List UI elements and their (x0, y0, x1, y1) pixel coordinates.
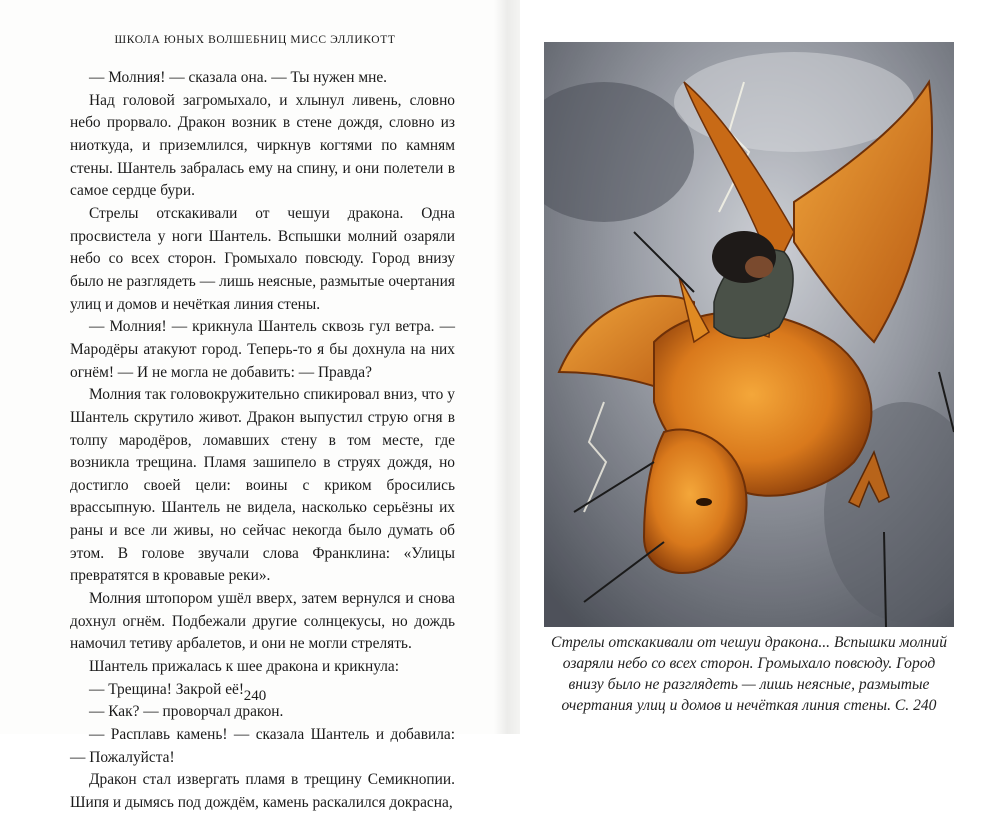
paragraph: — Расплавь камень! — сказала Шантель и добавила: — Пожалуйста! (70, 726, 455, 766)
illustration-caption (548, 632, 950, 716)
paragraph: Стрелы отскакивали от чешуи дракона. Одна просвистела у ноги Шантель. Вспышки молний озаряли небо со всех сторон. Громыхало повсюду. Город внизу было не разглядеть — лишь неясные, размытые очертания улиц и домов и нечёткая линия стены. (70, 204, 455, 313)
dragon-illustration (544, 42, 954, 627)
paragraph: — Как? — проворчал дракон. (89, 703, 284, 721)
running-head: ШКОЛА ЮНЫХ ВОЛШЕБНИЦ МИСС ЭЛЛИКОТТ (114, 34, 396, 46)
paragraph: Шантель прижалась к шее дракона и крикнула: (89, 658, 400, 676)
paragraph: — Трещина! Закрой её! (89, 680, 244, 698)
dragon-eye (696, 498, 712, 506)
paragraph: Молния штопором ушёл вверх, затем вернулся и снова дохнул огнём. Подбежали другие солнцекусы, но дождь намочил тетиву арбалетов, и они не могли стрелять. (70, 590, 455, 653)
left-page (0, 0, 500, 811)
paragraph: Над головой загромыхало, и хлынул ливень, словно небо прорвало. Дракон возник в стене дождя, словно из ниоткуда, и приземлился, чиркнув когтями по камням стены. Шантель забралась ему на спину, и они полетели в самое сердце бури. (70, 91, 455, 200)
caption-line: внизу было не разглядеть — лишь неясные, размытые (568, 676, 930, 693)
caption-line: Стрелы отскакивали от чешуи дракона... Вспышки молний (550, 634, 948, 651)
paragraph: — Молния! — сказала она. — Ты нужен мне. (89, 69, 388, 86)
paragraph: — Молния! — крикнула Шантель сквозь гул ветра. — Мародёры атакуют город. Теперь-то я бы дохнула на них огнём! — И не могла не добавить: — Правда? (70, 318, 455, 381)
page-number: 240 (243, 688, 267, 704)
paragraph: Дракон стал извергать пламя в трещину Семикнопии. Шипя и дымясь под дождём, камень раскалился докрасна, (70, 771, 455, 811)
caption-line: очертания улиц и домов и нечёткая линия стены. С. 240 (561, 697, 937, 714)
caption-line: озаряли небо со всех сторон. Громыхало повсюду. Город (562, 655, 936, 672)
paragraph: Молния так головокружительно спикировал вниз, что у Шантель скрутило живот. Дракон выпустил струю огня в толпу мародёров, ломавших стену в том месте, где возникла трещина. Пламя зашипело в струях дождя, но достигло своей цели: воины с криком бросились врассыпную. Шантель не видела, насколько серьёзны их раны и все ли живы, но сейчас некогда было думать об этом. В голове звучали слова Франклина: «Улицы превратятся в кровавые реки». (70, 386, 455, 585)
rider-face (745, 256, 773, 278)
